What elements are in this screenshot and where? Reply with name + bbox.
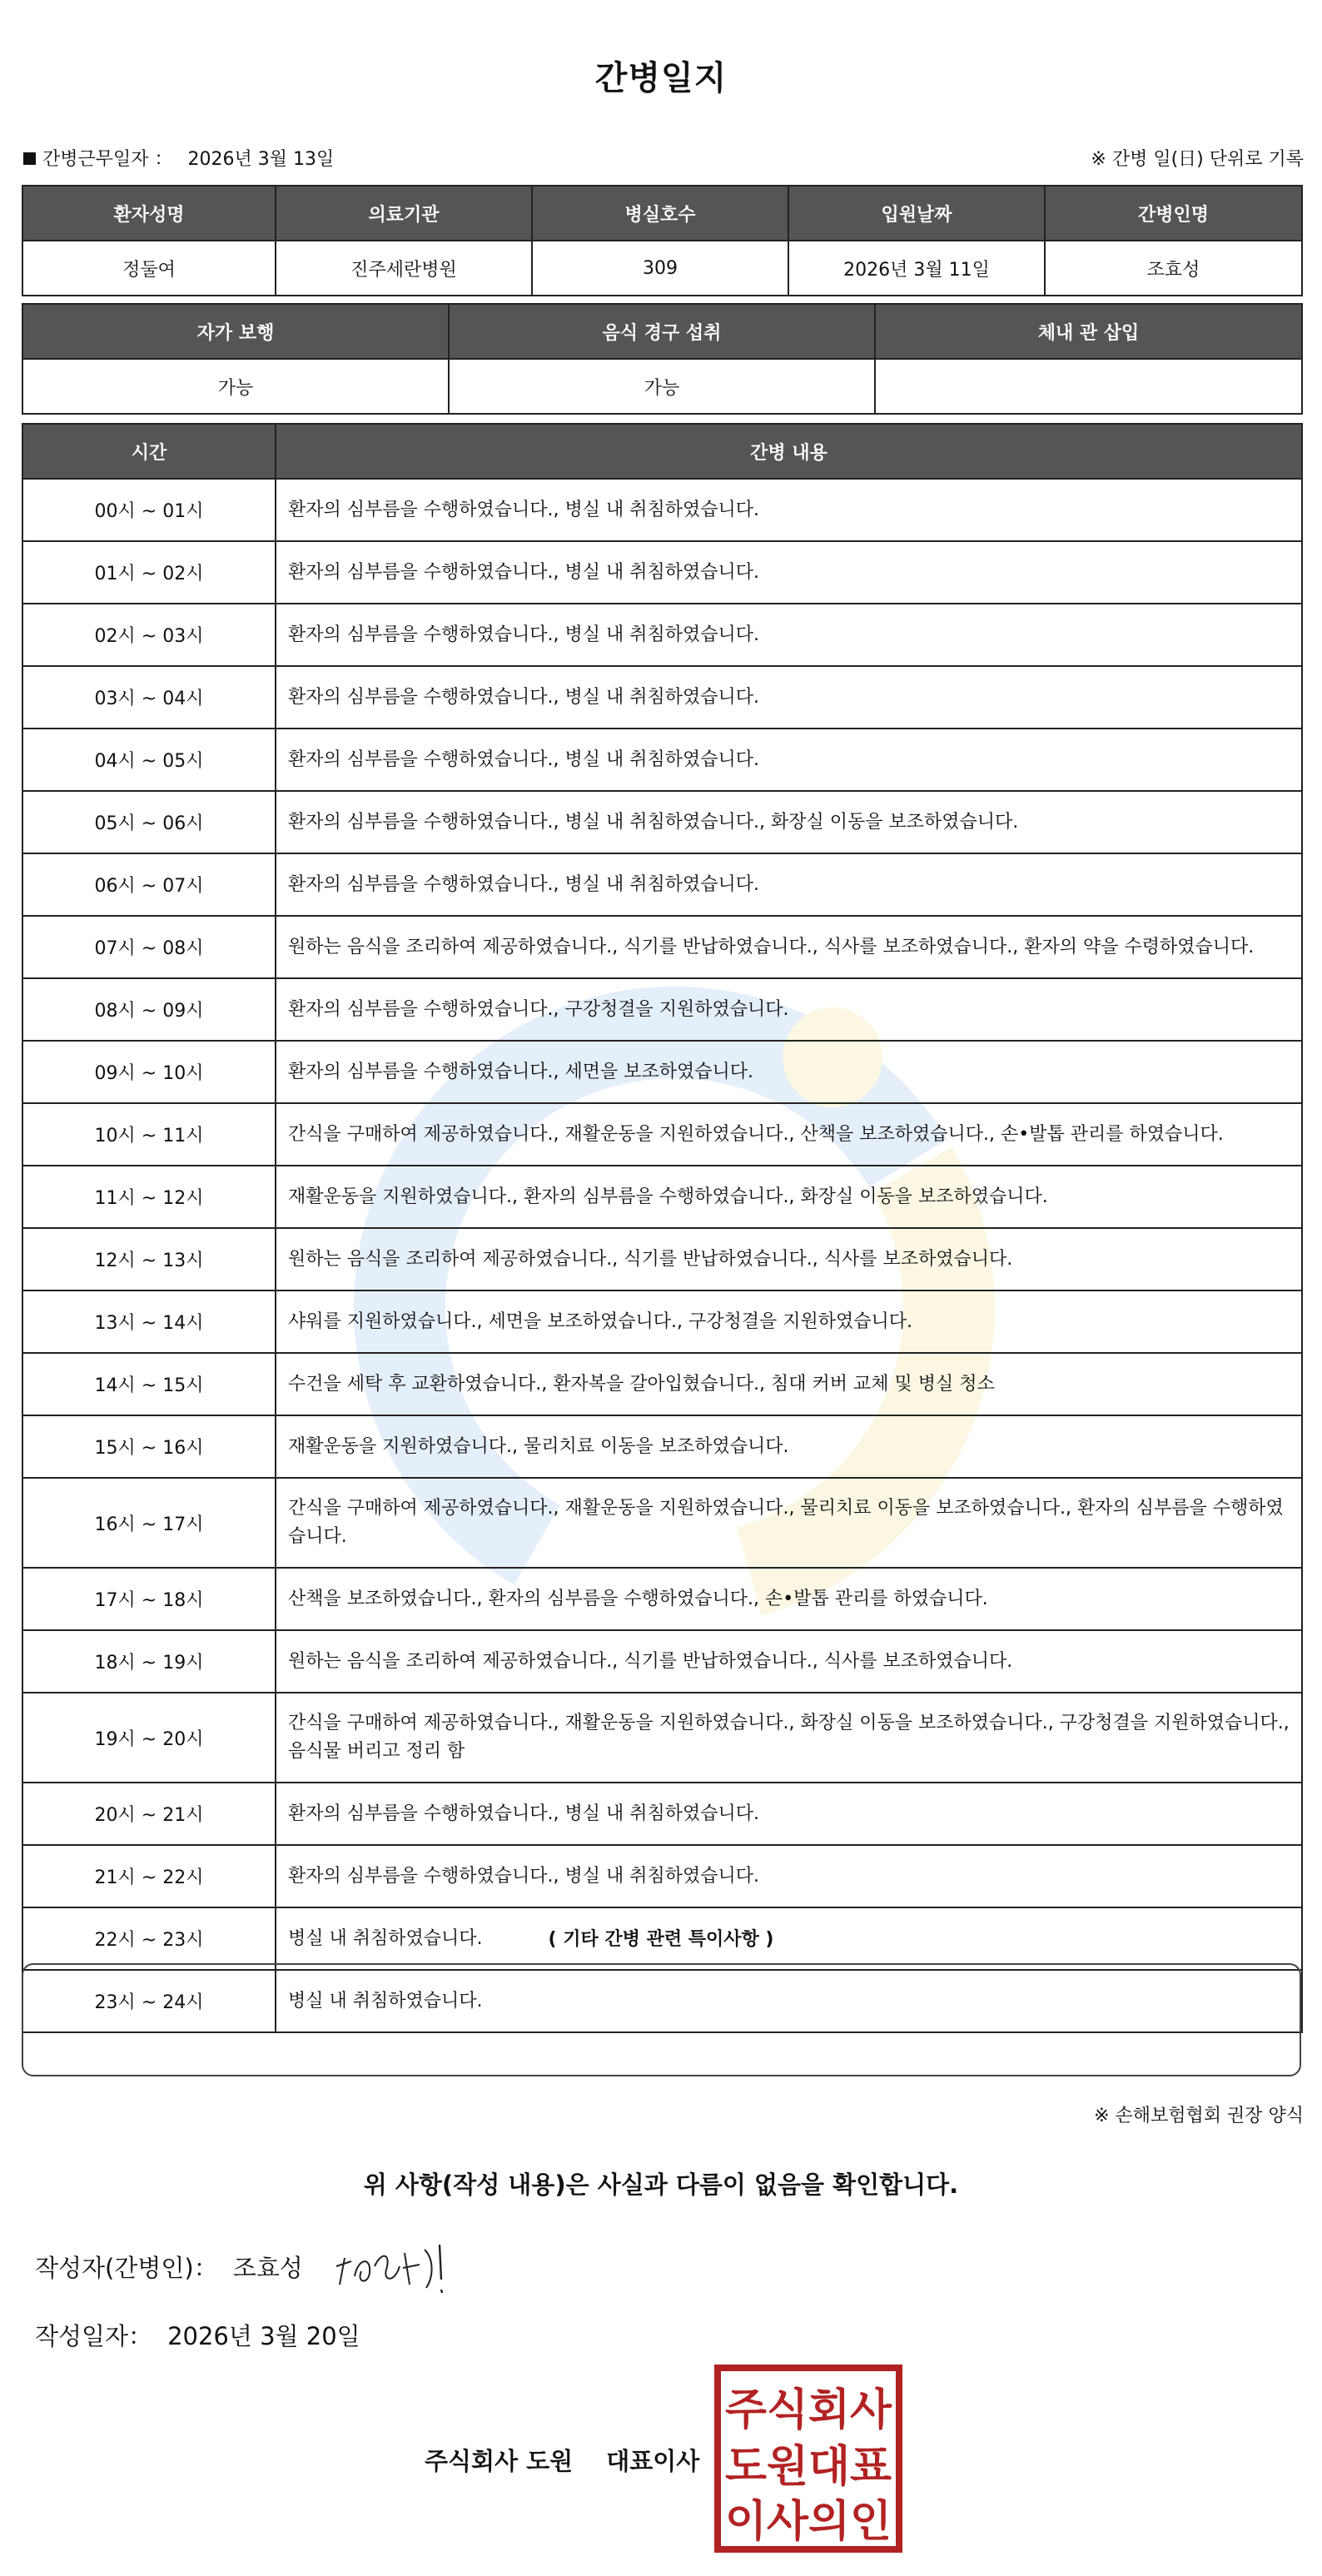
row-time: 15시 ~ 16시 — [22, 1415, 276, 1478]
header-time: 시간 — [22, 424, 276, 479]
row-content: 환자의 심부름을 수행하였습니다., 병실 내 취침하였습니다., 화장실 이동을 보조하였습니다. — [276, 791, 1302, 853]
hospital-name: 진주세란병원 — [276, 241, 532, 296]
header-room-number: 병실호수 — [532, 186, 788, 241]
row-time: 02시 ~ 03시 — [22, 604, 276, 666]
patient-name: 정둘여 — [22, 241, 276, 296]
record-unit-note: ※ 간병 일(日) 단위로 기록 — [1091, 149, 1304, 170]
table-row — [22, 479, 1302, 541]
company-line — [425, 2443, 699, 2477]
written-date-value: 2026년 3월 20일 — [167, 2322, 360, 2350]
patient-condition-table — [22, 303, 1303, 415]
row-time: 18시 ~ 19시 — [22, 1630, 276, 1693]
table-row — [22, 1845, 1302, 1907]
remarks-box — [22, 1963, 1301, 2076]
table-row — [22, 1693, 1302, 1783]
written-date-line — [35, 2318, 360, 2352]
seal-line-3: 이사의인 — [725, 2497, 892, 2547]
oral-intake-value: 가능 — [449, 359, 875, 414]
table-row — [22, 1290, 1302, 1353]
table-row — [22, 978, 1302, 1041]
header-caregiver-name: 간병인명 — [1045, 186, 1302, 241]
table-row — [22, 604, 1302, 666]
table-row — [22, 1228, 1302, 1290]
table-row — [22, 1041, 1302, 1103]
row-content: 환자의 심부름을 수행하였습니다., 병실 내 취침하였습니다. — [276, 729, 1302, 791]
row-time: 14시 ~ 15시 — [22, 1353, 276, 1415]
caregiver-name: 조효성 — [1045, 241, 1302, 296]
row-time: 21시 ~ 22시 — [22, 1845, 276, 1907]
row-content: 간식을 구매하여 제공하였습니다., 재활운동을 지원하였습니다., 물리치료 이동을 보조하였습니다., 환자의 심부름을 수행하였습니다. — [276, 1478, 1302, 1568]
confirmation-statement: 위 사항(작성 내용)은 사실과 다름이 없음을 확인합니다. — [363, 2171, 959, 2199]
row-content: 샤워를 지원하였습니다., 세면을 보조하였습니다., 구강청결을 지원하였습니다. — [276, 1290, 1302, 1353]
writer-line — [35, 2250, 303, 2284]
row-content: 재활운동을 지원하였습니다., 환자의 심부름을 수행하였습니다., 화장실 이동을 보조하였습니다. — [276, 1166, 1302, 1228]
header-hospital: 의료기관 — [276, 186, 532, 241]
signature-icon — [333, 2233, 483, 2300]
row-time: 22시 ~ 23시 — [22, 1907, 276, 1970]
header-admission-date: 입원날짜 — [788, 186, 1045, 241]
table-row — [22, 1783, 1302, 1845]
row-content: 환자의 심부름을 수행하였습니다., 구강청결을 지원하였습니다. — [276, 978, 1302, 1041]
row-content: 환자의 심부름을 수행하였습니다., 병실 내 취침하였습니다. — [276, 604, 1302, 666]
table-row — [22, 1103, 1302, 1166]
row-content: 환자의 심부름을 수행하였습니다., 병실 내 취침하였습니다. — [276, 541, 1302, 604]
seal-line-2: 도원대표 — [725, 2442, 892, 2492]
row-content: 병실 내 취침하였습니다. — [276, 1970, 1302, 2032]
table-row — [22, 729, 1302, 791]
table-row — [22, 666, 1302, 729]
work-date-value: 2026년 3월 13일 — [187, 149, 335, 170]
row-content: 간식을 구매하여 제공하였습니다., 재활운동을 지원하였습니다., 산책을 보조하였습니다., 손•발톱 관리를 하였습니다. — [276, 1103, 1302, 1166]
row-time: 11시 ~ 12시 — [22, 1166, 276, 1228]
row-time: 08시 ~ 09시 — [22, 978, 276, 1041]
care-log-table — [22, 423, 1303, 2033]
row-content: 수건을 세탁 후 교환하였습니다., 환자복을 갈아입혔습니다., 침대 커버 교체 및 병실 청소 — [276, 1353, 1302, 1415]
document-title: 간병일지 — [594, 59, 728, 97]
table-row — [22, 1568, 1302, 1630]
writer-label: 작성자(간병인)： — [35, 2254, 218, 2282]
row-content: 원하는 음식을 조리하여 제공하였습니다., 식기를 반납하였습니다., 식사를 보조하였습니다. — [276, 1228, 1302, 1290]
row-time: 06시 ~ 07시 — [22, 853, 276, 916]
row-content: 재활운동을 지원하였습니다., 물리치료 이동을 보조하였습니다. — [276, 1415, 1302, 1478]
work-date-label: 간병근무일자 ： — [42, 149, 173, 170]
table-row — [22, 1353, 1302, 1415]
row-time: 23시 ~ 24시 — [22, 1970, 276, 2032]
header-self-walking: 자가 보행 — [22, 304, 449, 359]
row-time: 01시 ~ 02시 — [22, 541, 276, 604]
row-time: 19시 ~ 20시 — [22, 1693, 276, 1783]
row-content: 환자의 심부름을 수행하였습니다., 병실 내 취침하였습니다. — [276, 479, 1302, 541]
row-time: 12시 ~ 13시 — [22, 1228, 276, 1290]
row-time: 07시 ~ 08시 — [22, 916, 276, 978]
row-time: 05시 ~ 06시 — [22, 791, 276, 853]
table-row — [22, 1478, 1302, 1568]
row-content: 병실 내 취침하였습니다. — [276, 1907, 1302, 1970]
company-name: 주식회사 도원 — [425, 2447, 574, 2475]
work-date-line — [23, 145, 334, 171]
table-row — [22, 791, 1302, 853]
table-row — [22, 1630, 1302, 1693]
tube-insertion-value — [875, 359, 1302, 414]
written-date-label: 작성일자： — [35, 2322, 153, 2350]
row-time: 04시 ~ 05시 — [22, 729, 276, 791]
row-time: 09시 ~ 10시 — [22, 1041, 276, 1103]
seal-line-1: 주식회사 — [725, 2385, 892, 2435]
admission-date: 2026년 3월 11일 — [788, 241, 1045, 296]
row-time: 17시 ~ 18시 — [22, 1568, 276, 1630]
table-row — [22, 916, 1302, 978]
row-time: 00시 ~ 01시 — [22, 479, 276, 541]
patient-info-table — [22, 185, 1303, 296]
company-seal-icon — [714, 2365, 902, 2553]
table-row — [22, 1415, 1302, 1478]
row-content: 환자의 심부름을 수행하였습니다., 세면을 보조하였습니다. — [276, 1041, 1302, 1103]
row-time: 03시 ~ 04시 — [22, 666, 276, 729]
row-content: 간식을 구매하여 제공하였습니다., 재활운동을 지원하였습니다., 화장실 이동을 보조하였습니다., 구강청결을 지원하였습니다., 음식물 버리고 정리 함 — [276, 1693, 1302, 1783]
header-tube-insertion: 체내 관 삽입 — [875, 304, 1302, 359]
row-content: 원하는 음식을 조리하여 제공하였습니다., 식기를 반납하였습니다., 식사를 보조하였습니다., 환자의 약을 수령하였습니다. — [276, 916, 1302, 978]
row-time: 20시 ~ 21시 — [22, 1783, 276, 1845]
header-care-content: 간병 내용 — [276, 424, 1302, 479]
self-walking-value: 가능 — [22, 359, 449, 414]
row-content: 환자의 심부름을 수행하였습니다., 병실 내 취침하였습니다. — [276, 853, 1302, 916]
table-row — [22, 541, 1302, 604]
row-content: 환자의 심부름을 수행하였습니다., 병실 내 취침하였습니다. — [276, 1845, 1302, 1907]
row-content: 원하는 음식을 조리하여 제공하였습니다., 식기를 반납하였습니다., 식사를 보조하였습니다. — [276, 1630, 1302, 1693]
table-row — [22, 853, 1302, 916]
remarks-title: ( 기타 간병 관련 특이사항 ) — [548, 1929, 774, 1950]
writer-name: 조효성 — [232, 2254, 303, 2282]
header-oral-intake: 음식 경구 섭취 — [449, 304, 875, 359]
row-time: 16시 ~ 17시 — [22, 1478, 276, 1568]
company-representative: 대표이사 — [606, 2447, 700, 2475]
row-content: 환자의 심부름을 수행하였습니다., 병실 내 취침하였습니다. — [276, 666, 1302, 729]
room-number: 309 — [532, 241, 788, 296]
source-note: ※ 손해보험협회 권장 양식 — [1094, 2106, 1304, 2126]
row-content: 환자의 심부름을 수행하였습니다., 병실 내 취침하였습니다. — [276, 1783, 1302, 1845]
row-time: 13시 ~ 14시 — [22, 1290, 276, 1353]
row-time: 10시 ~ 11시 — [22, 1103, 276, 1166]
row-content: 산책을 보조하였습니다., 환자의 심부름을 수행하였습니다., 손•발톱 관리를 하였습니다. — [276, 1568, 1302, 1630]
square-bullet-icon — [23, 152, 36, 165]
header-patient-name: 환자성명 — [22, 186, 276, 241]
table-row — [22, 1166, 1302, 1228]
